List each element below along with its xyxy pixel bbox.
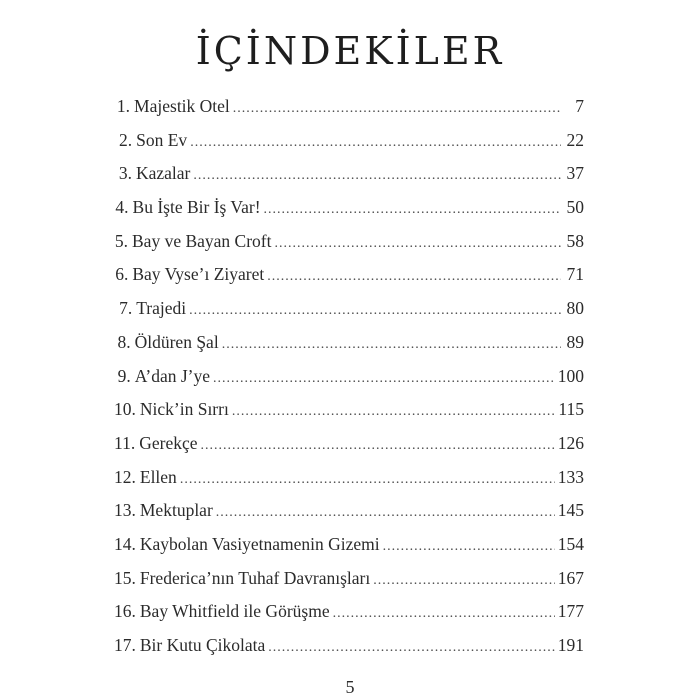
toc-entry (114, 197, 584, 231)
chapter-page: 133 (557, 466, 584, 487)
chapter-title: Ellen (139, 466, 177, 487)
toc-entry (114, 231, 584, 265)
chapter-number: 15. (114, 567, 136, 588)
chapter-number: 13. (114, 500, 136, 521)
dot-leader (201, 438, 555, 454)
chapter-number: 6. (115, 264, 129, 285)
toc-entry (114, 534, 584, 568)
chapter-number: 1. (116, 96, 131, 116)
chapter-number: 8. (117, 331, 131, 352)
toc-entry (114, 264, 584, 298)
chapter-title: A’dan J’ye (134, 365, 211, 386)
dot-leader (267, 269, 561, 285)
chapter-title: Trajedi (136, 298, 187, 319)
chapter-page: 89 (566, 331, 584, 352)
dot-leader (373, 573, 555, 589)
chapter-title: Kazalar (135, 163, 191, 184)
chapter-page: 80 (566, 298, 584, 319)
dot-leader (216, 505, 555, 521)
chapter-number: 12. (114, 466, 136, 487)
chapter-title: Majestik Otel (134, 96, 230, 116)
toc-entry (114, 163, 584, 197)
page-number: 5 (345, 677, 355, 697)
dot-leader (268, 640, 554, 656)
chapter-page: 177 (557, 601, 584, 622)
toc-entry (114, 433, 584, 467)
chapter-page: 50 (566, 197, 584, 218)
toc-entry (114, 130, 584, 164)
chapter-page: 167 (557, 567, 584, 588)
chapter-number: 2. (119, 129, 133, 150)
chapter-title: Bu İşte Bir İş Var! (132, 197, 261, 218)
toc-entry (114, 500, 584, 534)
chapter-title: Bay Vyse’ı Ziyaret (132, 264, 265, 285)
dot-leader (232, 404, 556, 420)
table-of-contents (114, 96, 584, 669)
chapter-title: Bay ve Bayan Croft (132, 230, 272, 251)
chapter-title: Son Ev (136, 129, 188, 150)
chapter-number: 17. (114, 635, 136, 655)
chapter-number: 9. (117, 365, 131, 386)
dot-leader (189, 303, 561, 319)
toc-entry (114, 601, 584, 635)
page-title: İÇİNDEKİLER (195, 29, 505, 74)
chapter-number: 10. (114, 399, 136, 420)
toc-entry (114, 298, 584, 332)
chapter-page: 154 (557, 533, 584, 554)
chapter-number: 7. (119, 298, 133, 319)
chapter-page: 58 (566, 230, 584, 251)
chapter-page: 115 (558, 399, 584, 420)
chapter-title: Nick’in Sırrı (139, 399, 229, 420)
toc-entry (114, 467, 584, 501)
chapter-number: 11. (114, 432, 136, 453)
toc-entry (114, 332, 584, 366)
chapter-page: 126 (557, 432, 584, 453)
toc-entry (114, 635, 584, 669)
dot-leader (190, 135, 561, 151)
dot-leader (264, 202, 561, 218)
toc-entry (114, 96, 584, 130)
toc-entry (114, 399, 584, 433)
chapter-title: Bir Kutu Çikolata (139, 635, 266, 655)
chapter-title: Öldüren Şal (134, 331, 219, 352)
toc-entry (114, 568, 584, 602)
chapter-title: Bay Whitfield ile Görüşme (139, 601, 330, 622)
chapter-page: 145 (557, 500, 584, 521)
chapter-number: 5. (114, 230, 128, 251)
chapter-number: 16. (114, 601, 136, 622)
chapter-page: 100 (557, 365, 584, 386)
dot-leader (213, 371, 555, 387)
chapter-page: 71 (566, 264, 584, 285)
dot-leader (180, 472, 555, 488)
dot-leader (193, 168, 561, 184)
chapter-page: 191 (557, 635, 584, 655)
chapter-number: 3. (118, 163, 132, 184)
dot-leader (222, 337, 561, 353)
dot-leader (274, 236, 561, 252)
toc-entry (114, 366, 584, 400)
chapter-page: 22 (566, 129, 584, 150)
chapter-title: Frederica’nın Tuhaf Davranışları (139, 567, 371, 588)
chapter-number: 4. (115, 197, 129, 218)
dot-leader (333, 606, 555, 622)
dot-leader (383, 539, 555, 555)
chapter-page: 37 (566, 163, 584, 184)
chapter-title: Mektuplar (139, 500, 213, 521)
chapter-title: Kaybolan Vasiyetnamenin Gizemi (139, 533, 380, 554)
chapter-number: 14. (114, 533, 136, 554)
chapter-page: 7 (575, 96, 584, 116)
chapter-title: Gerekçe (139, 432, 198, 453)
dot-leader (233, 101, 561, 117)
